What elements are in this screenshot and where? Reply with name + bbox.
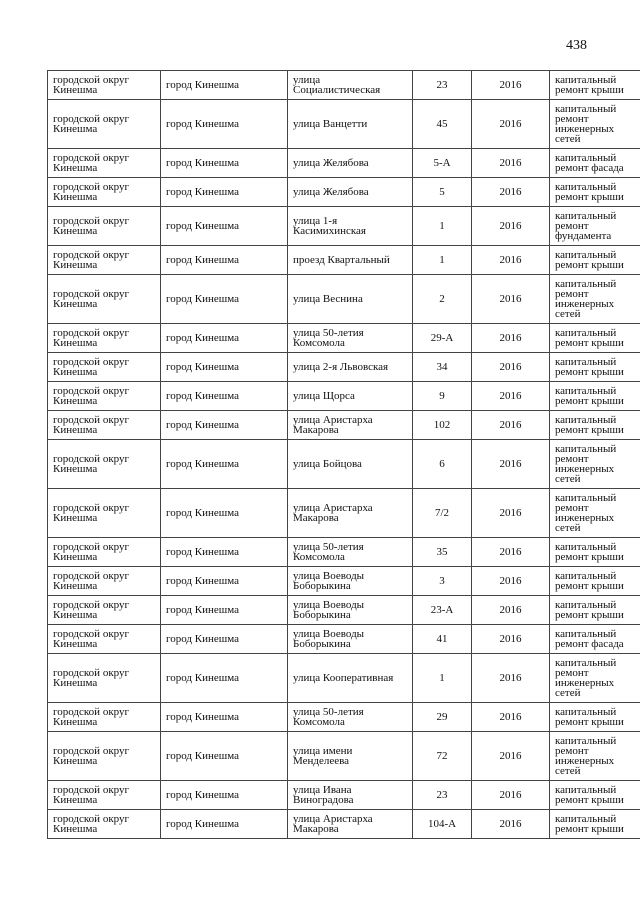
year-cell: 2016 [472, 178, 550, 207]
table-row [48, 703, 640, 732]
page-number: 438 [566, 38, 587, 53]
work-type-cell: капитальный ремонт инженерных сетей [550, 732, 640, 781]
work-type-cell: капитальный ремонт крыши [550, 810, 640, 839]
table-row [48, 246, 640, 275]
district-cell: городской округ Кинешма [48, 732, 161, 781]
street-cell: улица Социалистическая [288, 71, 413, 100]
street-cell: улица Аристарха Макарова [288, 489, 413, 538]
house-number-cell: 41 [413, 625, 472, 654]
district-cell: городской округ Кинешма [48, 538, 161, 567]
work-type-cell: капитальный ремонт крыши [550, 596, 640, 625]
house-number-cell: 1 [413, 654, 472, 703]
district-cell: городской округ Кинешма [48, 411, 161, 440]
district-cell: городской округ Кинешма [48, 324, 161, 353]
work-type-cell: капитальный ремонт инженерных сетей [550, 440, 640, 489]
house-number-cell: 23 [413, 781, 472, 810]
city-cell: город Кинешма [161, 324, 288, 353]
house-number-cell: 7/2 [413, 489, 472, 538]
year-cell: 2016 [472, 353, 550, 382]
house-number-cell: 5 [413, 178, 472, 207]
house-number-cell: 1 [413, 246, 472, 275]
street-cell: улица Аристарха Макарова [288, 411, 413, 440]
work-type-cell: капитальный ремонт инженерных сетей [550, 654, 640, 703]
table-row [48, 178, 640, 207]
district-cell: городской округ Кинешма [48, 71, 161, 100]
street-cell: улица Ванцетти [288, 100, 413, 149]
city-cell: город Кинешма [161, 71, 288, 100]
city-cell: город Кинешма [161, 207, 288, 246]
house-number-cell: 9 [413, 382, 472, 411]
table-row [48, 411, 640, 440]
city-cell: город Кинешма [161, 781, 288, 810]
district-cell: городской округ Кинешма [48, 810, 161, 839]
table-row [48, 567, 640, 596]
district-cell: городской округ Кинешма [48, 178, 161, 207]
year-cell: 2016 [472, 781, 550, 810]
repair-table [47, 70, 640, 839]
city-cell: город Кинешма [161, 411, 288, 440]
district-cell: городской округ Кинешма [48, 654, 161, 703]
district-cell: городской округ Кинешма [48, 596, 161, 625]
district-cell: городской округ Кинешма [48, 275, 161, 324]
work-type-cell: капитальный ремонт крыши [550, 324, 640, 353]
year-cell: 2016 [472, 625, 550, 654]
street-cell: улица Желябова [288, 149, 413, 178]
work-type-cell: капитальный ремонт фундамента [550, 207, 640, 246]
table-row [48, 654, 640, 703]
house-number-cell: 45 [413, 100, 472, 149]
street-cell: улица Кооперативная [288, 654, 413, 703]
street-cell: улица Ивана Виноградова [288, 781, 413, 810]
table-row [48, 382, 640, 411]
table-row [48, 207, 640, 246]
year-cell: 2016 [472, 275, 550, 324]
street-cell: улица Воеводы Боборыкина [288, 567, 413, 596]
year-cell: 2016 [472, 324, 550, 353]
work-type-cell: капитальный ремонт крыши [550, 71, 640, 100]
table-row [48, 100, 640, 149]
house-number-cell: 2 [413, 275, 472, 324]
district-cell: городской округ Кинешма [48, 149, 161, 178]
district-cell: городской округ Кинешма [48, 207, 161, 246]
city-cell: город Кинешма [161, 538, 288, 567]
year-cell: 2016 [472, 732, 550, 781]
city-cell: город Кинешма [161, 810, 288, 839]
year-cell: 2016 [472, 207, 550, 246]
work-type-cell: капитальный ремонт инженерных сетей [550, 100, 640, 149]
work-type-cell: капитальный ремонт фасада [550, 149, 640, 178]
city-cell: город Кинешма [161, 353, 288, 382]
year-cell: 2016 [472, 440, 550, 489]
city-cell: город Кинешма [161, 100, 288, 149]
work-type-cell: капитальный ремонт крыши [550, 567, 640, 596]
city-cell: город Кинешма [161, 732, 288, 781]
city-cell: город Кинешма [161, 178, 288, 207]
street-cell: улица Веснина [288, 275, 413, 324]
street-cell: улица 2-я Львовская [288, 353, 413, 382]
house-number-cell: 102 [413, 411, 472, 440]
work-type-cell: капитальный ремонт крыши [550, 382, 640, 411]
district-cell: городской округ Кинешма [48, 703, 161, 732]
year-cell: 2016 [472, 567, 550, 596]
street-cell: улица Бойцова [288, 440, 413, 489]
year-cell: 2016 [472, 596, 550, 625]
district-cell: городской округ Кинешма [48, 353, 161, 382]
district-cell: городской округ Кинешма [48, 781, 161, 810]
table-row [48, 538, 640, 567]
house-number-cell: 35 [413, 538, 472, 567]
table-row [48, 810, 640, 839]
street-cell: улица Воеводы Боборыкина [288, 625, 413, 654]
work-type-cell: капитальный ремонт крыши [550, 353, 640, 382]
house-number-cell: 23 [413, 71, 472, 100]
city-cell: город Кинешма [161, 703, 288, 732]
street-cell: улица 50-летия Комсомола [288, 538, 413, 567]
work-type-cell: капитальный ремонт крыши [550, 178, 640, 207]
street-cell: улица имени Менделеева [288, 732, 413, 781]
work-type-cell: капитальный ремонт крыши [550, 411, 640, 440]
year-cell: 2016 [472, 654, 550, 703]
district-cell: городской округ Кинешма [48, 489, 161, 538]
city-cell: город Кинешма [161, 625, 288, 654]
year-cell: 2016 [472, 149, 550, 178]
house-number-cell: 34 [413, 353, 472, 382]
city-cell: город Кинешма [161, 149, 288, 178]
table-row [48, 440, 640, 489]
table-row [48, 149, 640, 178]
work-type-cell: капитальный ремонт крыши [550, 538, 640, 567]
house-number-cell: 23-А [413, 596, 472, 625]
city-cell: город Кинешма [161, 275, 288, 324]
table-row [48, 324, 640, 353]
table-row [48, 489, 640, 538]
year-cell: 2016 [472, 538, 550, 567]
work-type-cell: капитальный ремонт инженерных сетей [550, 489, 640, 538]
district-cell: городской округ Кинешма [48, 625, 161, 654]
street-cell: улица 50-летия Комсомола [288, 703, 413, 732]
street-cell: улица Воеводы Боборыкина [288, 596, 413, 625]
table-row [48, 275, 640, 324]
table-row [48, 732, 640, 781]
house-number-cell: 72 [413, 732, 472, 781]
year-cell: 2016 [472, 489, 550, 538]
district-cell: городской округ Кинешма [48, 440, 161, 489]
district-cell: городской округ Кинешма [48, 100, 161, 149]
house-number-cell: 29 [413, 703, 472, 732]
year-cell: 2016 [472, 703, 550, 732]
street-cell: улица Аристарха Макарова [288, 810, 413, 839]
table-row [48, 353, 640, 382]
house-number-cell: 6 [413, 440, 472, 489]
year-cell: 2016 [472, 246, 550, 275]
table-row [48, 781, 640, 810]
city-cell: город Кинешма [161, 382, 288, 411]
year-cell: 2016 [472, 382, 550, 411]
work-type-cell: капитальный ремонт крыши [550, 781, 640, 810]
year-cell: 2016 [472, 71, 550, 100]
house-number-cell: 29-А [413, 324, 472, 353]
year-cell: 2016 [472, 810, 550, 839]
year-cell: 2016 [472, 100, 550, 149]
district-cell: городской округ Кинешма [48, 246, 161, 275]
street-cell: улица Желябова [288, 178, 413, 207]
city-cell: город Кинешма [161, 246, 288, 275]
house-number-cell: 5-А [413, 149, 472, 178]
street-cell: проезд Квартальный [288, 246, 413, 275]
city-cell: город Кинешма [161, 440, 288, 489]
table-row [48, 71, 640, 100]
city-cell: город Кинешма [161, 596, 288, 625]
table-body [48, 71, 640, 839]
house-number-cell: 1 [413, 207, 472, 246]
city-cell: город Кинешма [161, 489, 288, 538]
house-number-cell: 104-А [413, 810, 472, 839]
table-row [48, 596, 640, 625]
work-type-cell: капитальный ремонт инженерных сетей [550, 275, 640, 324]
work-type-cell: капитальный ремонт крыши [550, 246, 640, 275]
city-cell: город Кинешма [161, 567, 288, 596]
year-cell: 2016 [472, 411, 550, 440]
house-number-cell: 3 [413, 567, 472, 596]
street-cell: улица 1-я Касимихинская [288, 207, 413, 246]
district-cell: городской округ Кинешма [48, 382, 161, 411]
street-cell: улица Щорса [288, 382, 413, 411]
table-row [48, 625, 640, 654]
district-cell: городской округ Кинешма [48, 567, 161, 596]
city-cell: город Кинешма [161, 654, 288, 703]
street-cell: улица 50-летия Комсомола [288, 324, 413, 353]
work-type-cell: капитальный ремонт крыши [550, 703, 640, 732]
work-type-cell: капитальный ремонт фасада [550, 625, 640, 654]
